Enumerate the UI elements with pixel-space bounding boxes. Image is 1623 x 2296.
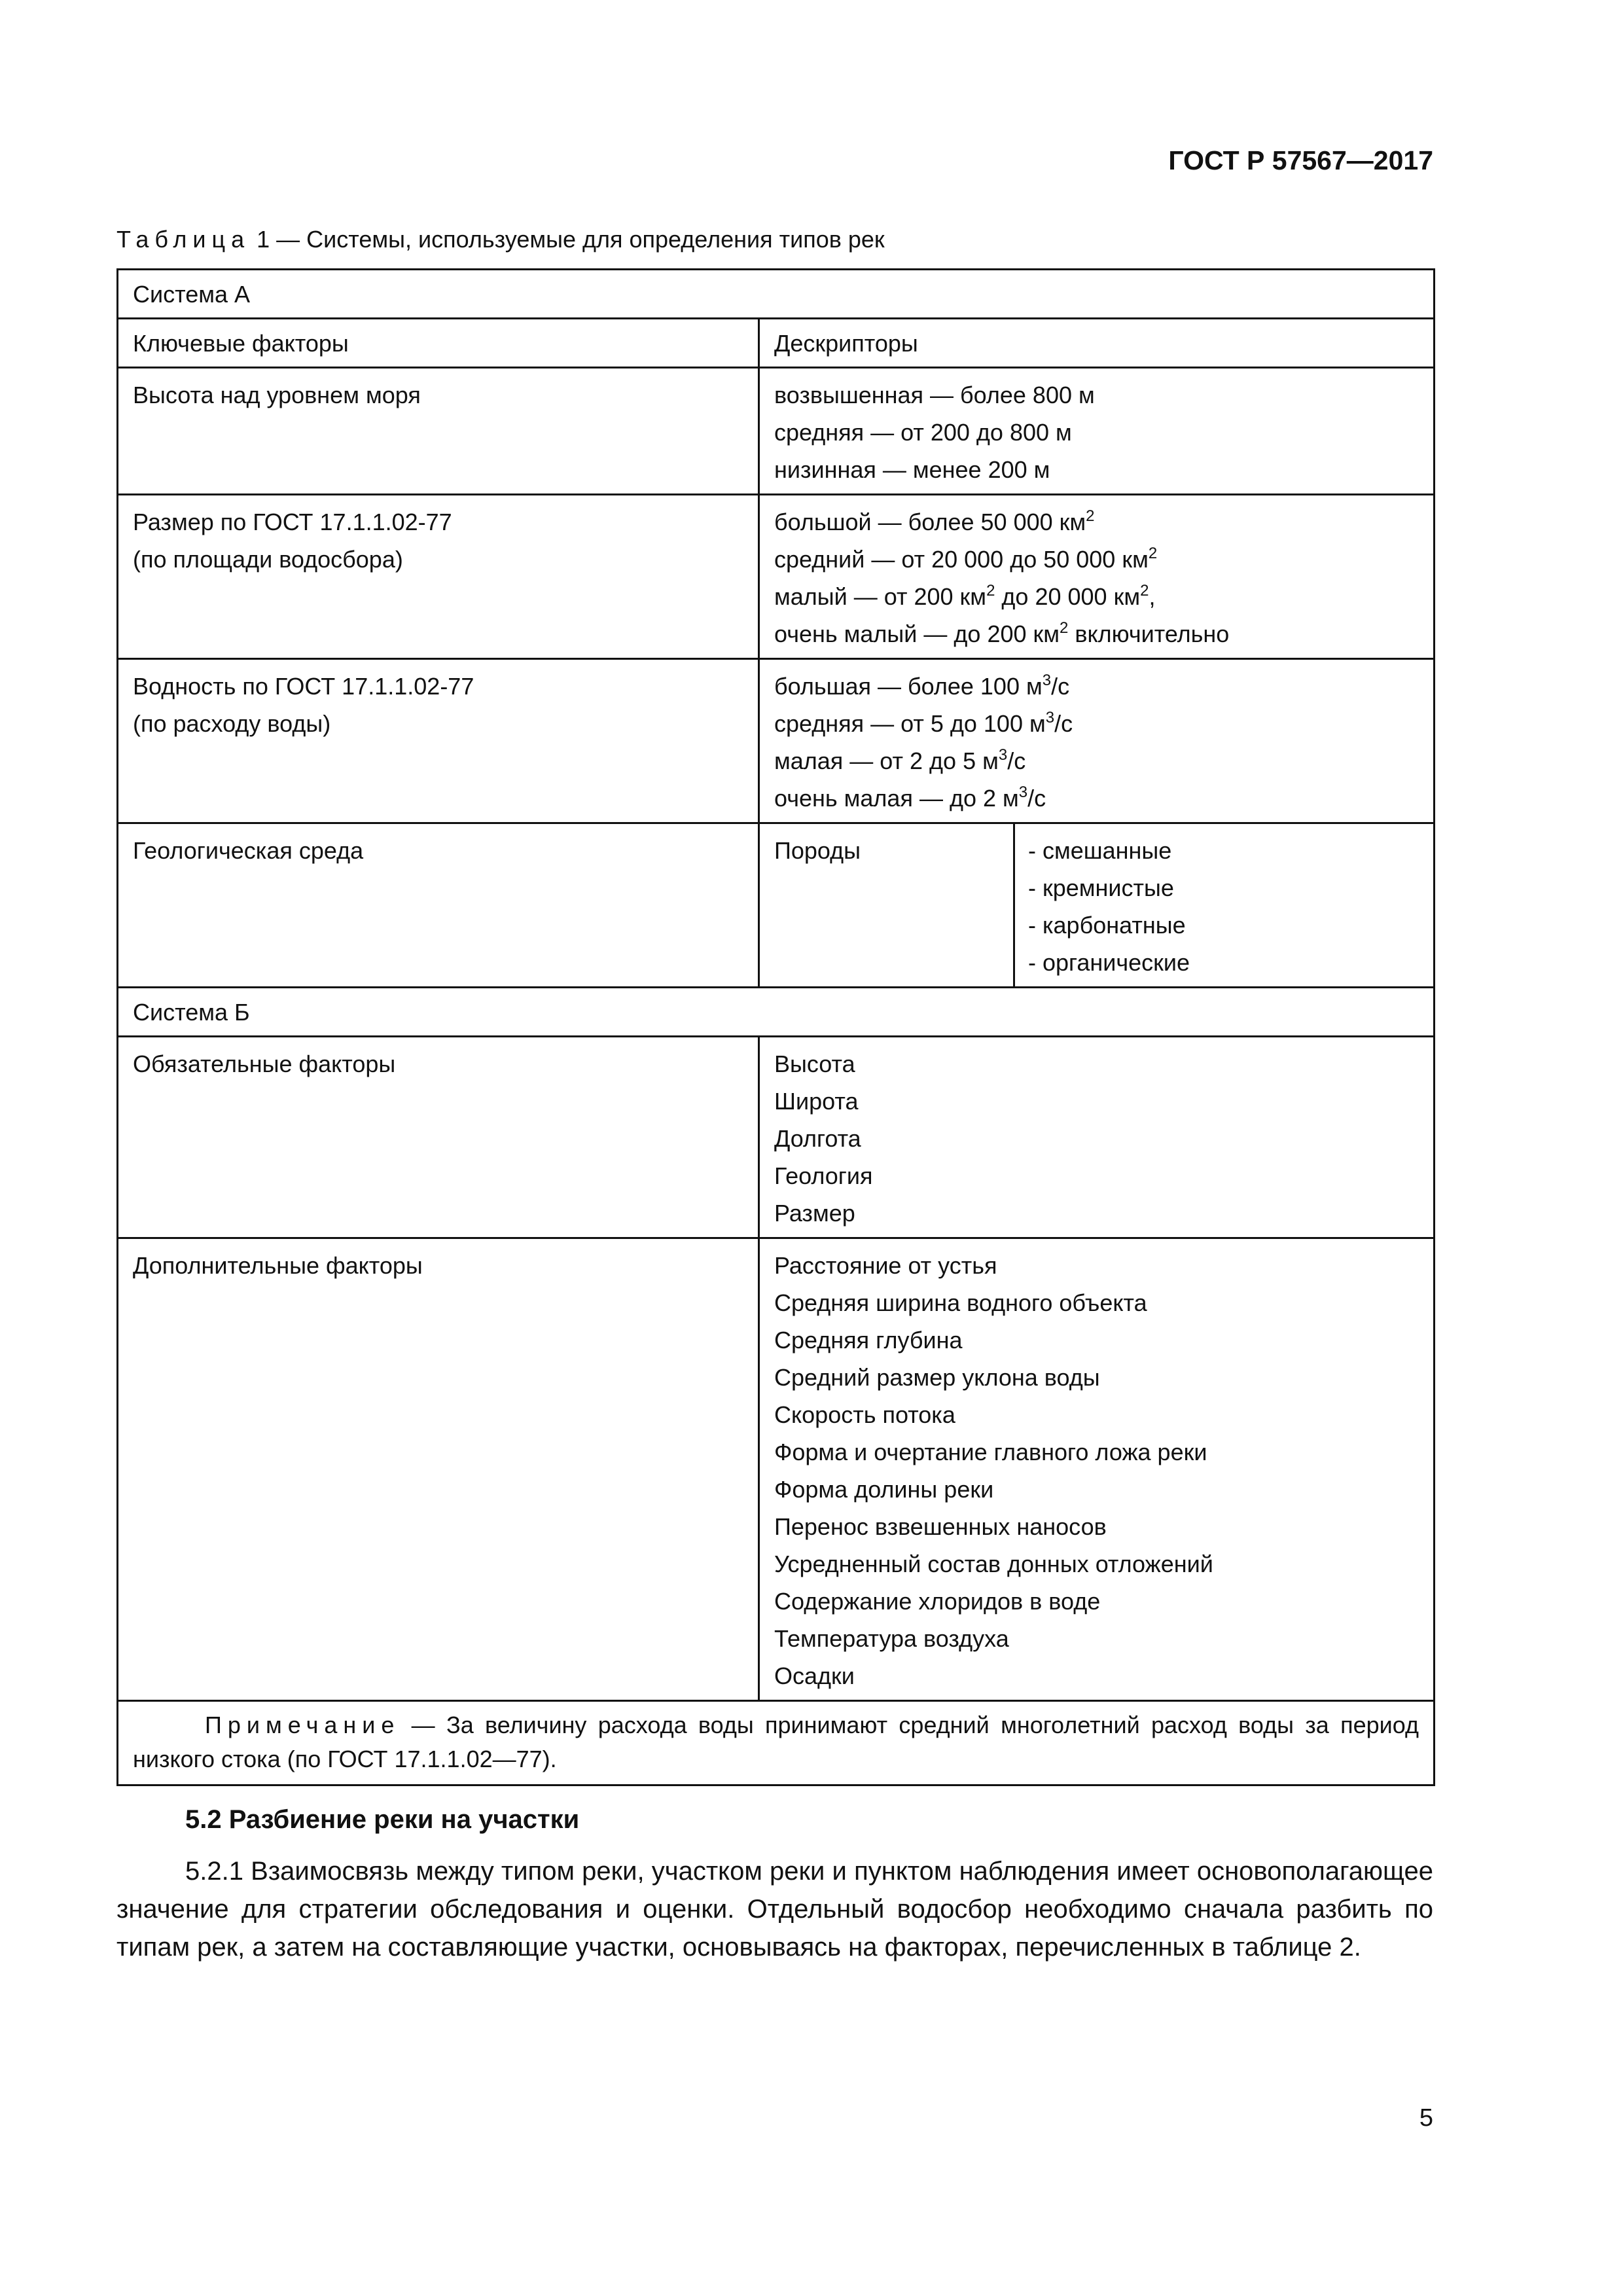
descriptor-line: большой — более 50 000 $км^2$ xyxy=(774,507,1095,535)
descriptor-cell xyxy=(759,659,1435,823)
descriptor-line: Высота xyxy=(774,1050,855,1077)
factor-cell xyxy=(118,659,759,823)
descriptor-line: Температура воздуха xyxy=(774,1625,1009,1652)
descriptor-line: очень малый — до 200 $км^2$ включительно xyxy=(774,619,1230,647)
table-row xyxy=(118,659,1435,823)
descriptor-line: очень малая — до 2 $м^3/с$ xyxy=(774,783,1046,812)
descriptor-line: возвышенная — более 800 м xyxy=(774,382,1095,408)
descriptor-cell xyxy=(759,495,1435,659)
descriptor-cell xyxy=(759,368,1435,495)
river-types-table xyxy=(116,268,1435,1786)
table-note xyxy=(118,1701,1435,1785)
descriptor-line: Форма и очертание главного ложа реки xyxy=(774,1439,1207,1465)
descriptor-line: Скорость потока xyxy=(774,1401,955,1428)
rock-kind: - органические xyxy=(1028,949,1190,976)
table-row xyxy=(118,319,1435,368)
descriptor-line: средняя — от 200 до 800 м xyxy=(774,419,1072,446)
descriptor-line: Содержание хлоридов в воде xyxy=(774,1588,1101,1615)
descriptor-line: Расстояние от устья xyxy=(774,1252,997,1279)
factor-line: Размер по ГОСТ 17.1.1.02-77 xyxy=(133,509,452,535)
table-row xyxy=(118,823,1435,988)
rock-kind: - кремнистые xyxy=(1028,874,1174,901)
descriptor-line: Осадки xyxy=(774,1662,855,1689)
note-label: Примечание xyxy=(205,1712,401,1738)
paragraph-text: 5.2.1 Взаимосвязь между типом реки, участком реки и пунктом наблюдения имеет основополагающее значение для стратегии обследования и оценки. Отдельный водосбор необходимо сначала разбить по типам рек, а затем на составляющие участки, основываясь на факторах, перечисленных в таблице 2. xyxy=(116,1857,1433,1962)
descriptor-line: низинная — менее 200 м xyxy=(774,456,1050,483)
descriptor-line: большая — более 100 $м^3/с$ xyxy=(774,672,1070,700)
descriptor-line: Форма долины реки xyxy=(774,1476,994,1503)
body-paragraph xyxy=(116,1852,1433,1966)
factor-cell xyxy=(118,495,759,659)
descriptor-line: малый — от 200 $км^2$ до 20 000 $км^2$, xyxy=(774,582,1156,610)
table-row xyxy=(118,368,1435,495)
table-row xyxy=(118,1238,1435,1701)
document-code: ГОСТ Р 57567—2017 xyxy=(1168,145,1433,175)
descriptor-line: Размер xyxy=(774,1200,855,1227)
descriptor-line: средняя — от 5 до 100 $м^3/с$ xyxy=(774,709,1073,737)
descriptor-cell xyxy=(759,1238,1435,1701)
descriptor-line: Средняя ширина водного объекта xyxy=(774,1289,1147,1316)
section-heading: 5.2 Разбиение реки на участки xyxy=(185,1805,580,1834)
descriptor-cell xyxy=(759,1037,1435,1238)
column-header-descriptors: Дескрипторы xyxy=(759,319,1435,368)
caption-label: Таблица xyxy=(116,226,251,253)
descriptor-line: Широта xyxy=(774,1088,859,1115)
descriptor-line: малая — от 2 до 5 $м^3/с$ xyxy=(774,746,1026,774)
descriptor-line: Перенос взвешенных наносов xyxy=(774,1513,1107,1540)
caption-text: 1 — Системы, используемые для определения типов рек xyxy=(250,226,885,253)
page-number: 5 xyxy=(1419,2104,1433,2132)
rock-kinds-cell xyxy=(1014,823,1435,988)
factor-line: (по площади водосбора) xyxy=(133,546,403,573)
rock-kind: - смешанные xyxy=(1028,837,1172,864)
descriptor-line: Средняя глубина xyxy=(774,1327,963,1354)
descriptor-line: Долгота xyxy=(774,1125,861,1152)
descriptor-line: Средний размер уклона воды xyxy=(774,1364,1100,1391)
rock-kind: - карбонатные xyxy=(1028,912,1186,939)
table-row xyxy=(118,1701,1435,1785)
system-a-heading: Система А xyxy=(118,270,1435,319)
factor-cell: Обязательные факторы xyxy=(118,1037,759,1238)
factor-cell: Геологическая среда xyxy=(118,823,759,988)
descriptor-line: Усредненный состав донных отложений xyxy=(774,1551,1213,1577)
note-text: — За величину расхода воды принимают средний многолетний расход воды за период низкого стока (по ГОСТ 17.1.1.02—77). xyxy=(133,1712,1419,1772)
factor-cell: Дополнительные факторы xyxy=(118,1238,759,1701)
descriptor-line: Геология xyxy=(774,1162,873,1189)
factor-line: Водность по ГОСТ 17.1.1.02-77 xyxy=(133,673,474,700)
descriptor-line: средний — от 20 000 до 50 000 $км^2$ xyxy=(774,545,1158,573)
table-caption xyxy=(116,226,885,253)
system-b-heading: Система Б xyxy=(118,988,1435,1037)
table-row xyxy=(118,270,1435,319)
table-row xyxy=(118,1037,1435,1238)
table-row xyxy=(118,495,1435,659)
rocks-cell: Породы xyxy=(759,823,1014,988)
column-header-factors: Ключевые факторы xyxy=(118,319,759,368)
factor-cell: Высота над уровнем моря xyxy=(118,368,759,495)
factor-line: (по расходу воды) xyxy=(133,710,331,737)
table-row xyxy=(118,988,1435,1037)
